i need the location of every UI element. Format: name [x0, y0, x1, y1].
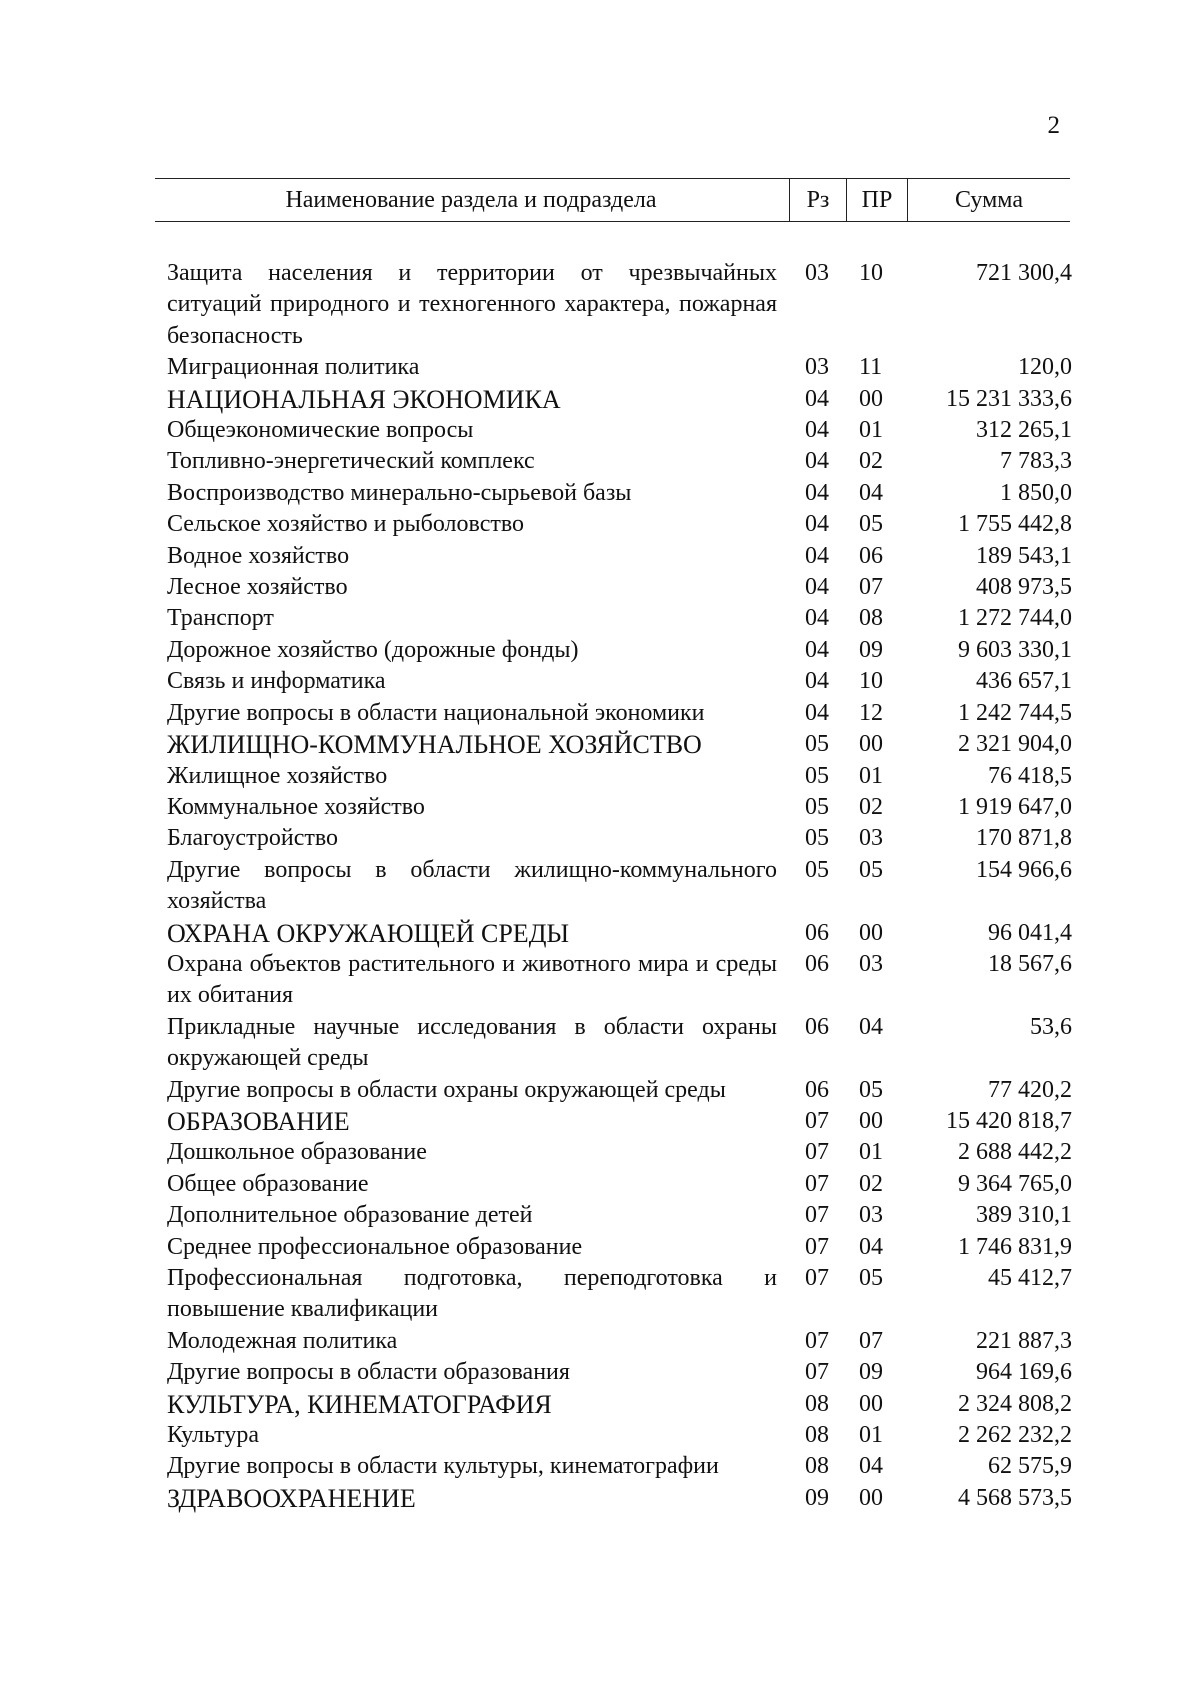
row-rz: 07 — [805, 1359, 829, 1386]
row-pr: 09 — [859, 636, 883, 663]
row-sum: 189 543,1 — [976, 542, 1072, 569]
row-name: ОХРАНА ОКРУЖАЮЩЕЙ СРЕДЫ — [167, 918, 570, 948]
table-row — [167, 384, 1072, 415]
header-pr: ПР — [846, 179, 908, 221]
row-pr: 09 — [859, 1359, 883, 1386]
row-rz: 07 — [805, 1265, 829, 1291]
row-pr: 08 — [859, 605, 883, 632]
row-rz: 07 — [805, 1202, 829, 1229]
row-sum: 436 657,1 — [976, 668, 1072, 695]
row-name: Воспроизводство минерально-сырьевой базы — [167, 479, 632, 506]
row-rz: 07 — [805, 1139, 829, 1166]
row-name: НАЦИОНАЛЬНАЯ ЭКОНОМИКА — [167, 384, 561, 414]
row-name: Молодежная политика — [167, 1327, 398, 1354]
row-pr: 03 — [859, 950, 883, 977]
table-row — [167, 823, 1072, 854]
row-pr: 01 — [859, 1422, 883, 1449]
row-name: Другие вопросы в области жилищно-коммунального хозяйства — [167, 856, 777, 915]
row-name: Транспорт — [167, 605, 274, 632]
row-name: ОБРАЗОВАНИЕ — [167, 1106, 350, 1136]
row-name: Профессиональная подготовка, переподготовка и повышение квалификации — [167, 1265, 777, 1323]
row-sum: 2 688 442,2 — [958, 1139, 1072, 1166]
row-name: Топливно-энергетический комплекс — [167, 448, 535, 475]
table-row — [167, 1232, 1072, 1263]
row-sum: 18 567,6 — [988, 950, 1072, 977]
row-rz: 04 — [805, 636, 829, 663]
table-header — [155, 178, 1070, 222]
row-sum: 9 364 765,0 — [958, 1170, 1072, 1197]
table-row — [167, 1420, 1072, 1451]
row-rz: 04 — [805, 385, 829, 412]
row-rz: 07 — [805, 1170, 829, 1197]
row-sum: 389 310,1 — [976, 1202, 1072, 1229]
table-row — [167, 1137, 1072, 1168]
row-name: Жилищное хозяйство — [167, 762, 388, 789]
row-rz: 06 — [805, 919, 829, 946]
table-row — [167, 918, 1072, 949]
table-row — [167, 258, 1072, 352]
row-pr: 02 — [859, 448, 883, 475]
row-pr: 05 — [859, 856, 883, 883]
row-pr: 00 — [859, 1484, 883, 1511]
table-row — [167, 1012, 1072, 1075]
row-rz: 03 — [805, 260, 829, 286]
row-rz: 04 — [805, 574, 829, 601]
table-row — [167, 855, 1072, 918]
row-sum: 721 300,4 — [976, 260, 1072, 286]
row-pr: 04 — [859, 1453, 883, 1480]
row-name: Сельское хозяйство и рыболовство — [167, 511, 525, 538]
table-row — [167, 1075, 1072, 1106]
row-rz: 04 — [805, 479, 829, 506]
header-rz: Рз — [789, 179, 846, 221]
row-pr: 02 — [859, 793, 883, 820]
table-row — [167, 635, 1072, 666]
row-sum: 15 420 818,7 — [946, 1107, 1072, 1134]
row-rz: 06 — [805, 950, 829, 977]
row-name: Общее образование — [167, 1170, 369, 1197]
row-rz: 04 — [805, 511, 829, 538]
row-name: ЗДРАВООХРАНЕНИЕ — [167, 1483, 416, 1513]
row-sum: 1 272 744,0 — [958, 605, 1072, 632]
row-rz: 04 — [805, 668, 829, 695]
header-name: Наименование раздела и подраздела — [285, 187, 657, 213]
row-sum: 76 418,5 — [988, 762, 1072, 789]
row-name: Миграционная политика — [167, 354, 420, 381]
row-name: Общеэкономические вопросы — [167, 417, 474, 444]
row-rz: 07 — [805, 1327, 829, 1354]
page-number: 2 — [1047, 112, 1060, 139]
row-name: КУЛЬТУРА, КИНЕМАТОГРАФИЯ — [167, 1389, 552, 1419]
row-name: Культура — [167, 1422, 259, 1449]
row-rz: 05 — [805, 856, 829, 883]
row-pr: 03 — [859, 1202, 883, 1229]
row-rz: 06 — [805, 1013, 829, 1040]
table-row — [167, 1357, 1072, 1388]
row-sum: 4 568 573,5 — [958, 1484, 1072, 1511]
row-sum: 15 231 333,6 — [946, 385, 1072, 412]
row-name: Дошкольное образование — [167, 1139, 427, 1166]
row-pr: 05 — [859, 511, 883, 538]
row-name: Другие вопросы в области национальной экономики — [167, 699, 705, 726]
row-pr: 00 — [859, 1107, 883, 1134]
row-sum: 1 746 831,9 — [958, 1233, 1072, 1260]
header-sum: Сумма — [955, 187, 1023, 213]
row-sum: 964 169,6 — [976, 1359, 1072, 1386]
row-name: Дорожное хозяйство (дорожные фонды) — [167, 636, 579, 663]
row-sum: 170 871,8 — [976, 825, 1072, 852]
row-name: Среднее профессиональное образование — [167, 1233, 583, 1260]
row-name: ЖИЛИЩНО-КОММУНАЛЬНОЕ ХОЗЯЙСТВО — [167, 730, 702, 760]
row-pr: 02 — [859, 1170, 883, 1197]
row-rz: 03 — [805, 354, 829, 381]
row-sum: 7 783,3 — [1000, 448, 1072, 475]
row-name: Дополнительное образование детей — [167, 1202, 533, 1229]
row-name: Водное хозяйство — [167, 542, 350, 569]
row-sum: 1 755 442,8 — [958, 511, 1072, 538]
table-row — [167, 1451, 1072, 1482]
table-row — [167, 572, 1072, 603]
table-row — [167, 1263, 1072, 1326]
row-sum: 2 262 232,2 — [958, 1422, 1072, 1449]
row-pr: 00 — [859, 385, 883, 412]
row-name: Защита населения и территории от чрезвычайных ситуаций природного и техногенного характера, пожарная безопасность — [167, 260, 777, 349]
row-name: Другие вопросы в области культуры, кинематографии — [167, 1453, 719, 1480]
table-row — [167, 541, 1072, 572]
row-rz: 07 — [805, 1233, 829, 1260]
row-rz: 05 — [805, 825, 829, 852]
row-sum: 53,6 — [1030, 1013, 1072, 1040]
row-name: Другие вопросы в области образования — [167, 1359, 570, 1386]
table-row — [167, 949, 1072, 1012]
row-pr: 04 — [859, 1013, 883, 1040]
row-pr: 06 — [859, 542, 883, 569]
row-rz: 06 — [805, 1076, 829, 1103]
row-sum: 96 041,4 — [988, 919, 1072, 946]
table-row — [167, 792, 1072, 823]
row-rz: 04 — [805, 699, 829, 726]
row-sum: 1 919 647,0 — [958, 793, 1072, 820]
row-sum: 2 321 904,0 — [958, 731, 1072, 758]
row-rz: 04 — [805, 605, 829, 632]
row-sum: 1 242 744,5 — [958, 699, 1072, 726]
row-pr: 01 — [859, 762, 883, 789]
row-name: Связь и информатика — [167, 668, 386, 695]
table-row — [167, 1200, 1072, 1231]
table-row — [167, 1106, 1072, 1137]
row-pr: 00 — [859, 1390, 883, 1417]
row-rz: 04 — [805, 417, 829, 444]
row-pr: 04 — [859, 1233, 883, 1260]
row-pr: 10 — [859, 260, 883, 286]
row-pr: 00 — [859, 919, 883, 946]
row-rz: 09 — [805, 1484, 829, 1511]
row-pr: 07 — [859, 574, 883, 601]
table-row — [167, 666, 1072, 697]
row-rz: 07 — [805, 1107, 829, 1134]
row-name: Охрана объектов растительного и животного мира и среды их обитания — [167, 950, 777, 1009]
row-name: Благоустройство — [167, 825, 339, 852]
table-row — [167, 1169, 1072, 1200]
row-sum: 120,0 — [1018, 354, 1072, 381]
row-pr: 05 — [859, 1265, 883, 1291]
row-rz: 04 — [805, 542, 829, 569]
table-row — [167, 729, 1072, 760]
table-row — [167, 352, 1072, 383]
row-pr: 03 — [859, 825, 883, 852]
row-name: Лесное хозяйство — [167, 574, 348, 601]
row-sum: 221 887,3 — [976, 1327, 1072, 1354]
table-row — [167, 1326, 1072, 1357]
row-rz: 05 — [805, 762, 829, 789]
table-row — [167, 698, 1072, 729]
row-rz: 05 — [805, 793, 829, 820]
row-name: Другие вопросы в области охраны окружающей среды — [167, 1076, 726, 1103]
table-row — [167, 478, 1072, 509]
row-pr: 04 — [859, 479, 883, 506]
row-pr: 12 — [859, 699, 883, 726]
row-pr: 01 — [859, 1139, 883, 1166]
row-sum: 408 973,5 — [976, 574, 1072, 601]
table-row — [167, 1483, 1072, 1514]
row-rz: 08 — [805, 1422, 829, 1449]
row-pr: 11 — [859, 354, 883, 381]
row-name: Прикладные научные исследования в области охраны окружающей среды — [167, 1013, 777, 1072]
row-rz: 04 — [805, 448, 829, 475]
table-row — [167, 761, 1072, 792]
row-sum: 1 850,0 — [1000, 479, 1072, 506]
row-pr: 00 — [859, 731, 883, 758]
row-rz: 05 — [805, 731, 829, 758]
row-sum: 312 265,1 — [976, 417, 1072, 444]
row-rz: 08 — [805, 1390, 829, 1417]
table-body — [167, 258, 1072, 1514]
row-sum: 45 412,7 — [988, 1265, 1072, 1291]
table-row — [167, 446, 1072, 477]
table-row — [167, 1389, 1072, 1420]
row-rz: 08 — [805, 1453, 829, 1480]
row-pr: 05 — [859, 1076, 883, 1103]
row-pr: 10 — [859, 668, 883, 695]
row-sum: 2 324 808,2 — [958, 1390, 1072, 1417]
row-sum: 77 420,2 — [988, 1076, 1072, 1103]
row-sum: 154 966,6 — [976, 856, 1072, 883]
row-sum: 62 575,9 — [988, 1453, 1072, 1480]
row-name: Коммунальное хозяйство — [167, 793, 425, 820]
table-row — [167, 509, 1072, 540]
table-row — [167, 603, 1072, 634]
row-pr: 07 — [859, 1327, 883, 1354]
table-row — [167, 415, 1072, 446]
row-pr: 01 — [859, 417, 883, 444]
row-sum: 9 603 330,1 — [958, 636, 1072, 663]
